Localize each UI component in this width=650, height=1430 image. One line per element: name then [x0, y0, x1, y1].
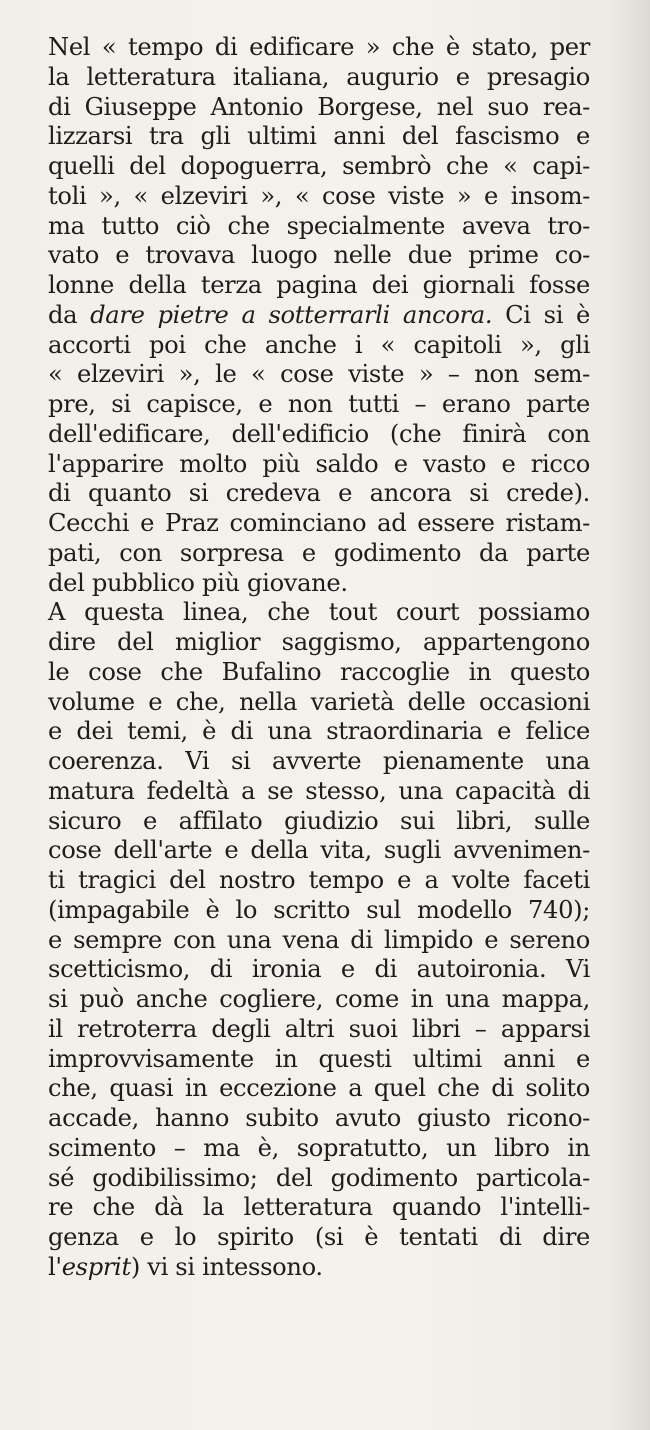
text-line: A questa linea, che tout court possiamo [48, 598, 590, 627]
text-line: volume e che, nella varietà delle occasioni [48, 687, 590, 716]
text-line: vato e trovava luogo nelle due prime co- [48, 241, 590, 270]
paragraph-1 [48, 33, 590, 598]
line-segment: Ci si è [492, 300, 590, 329]
text-line: lizzarsi tra gli ultimi anni del fascismo e [48, 122, 590, 151]
text-line: di quanto si credeva e ancora si crede). [48, 479, 590, 508]
text-line: si può anche cogliere, come in una mappa, [48, 985, 590, 1013]
text-line: accade, hanno subito avuto giusto ricono- [48, 1104, 590, 1132]
text-line: sicuro e affilato giudizio sui libri, sulle [48, 806, 590, 835]
text-line: scimento – ma è, sopratutto, un libro in [48, 1133, 590, 1162]
text-line-with-italic [48, 301, 590, 331]
text-line: pre, si capisce, e non tutti – erano parte [48, 390, 590, 418]
text-line: Nel « tempo di edificare » che è stato, per [48, 33, 590, 61]
text-line: le cose che Bufalino raccoglie in questo [48, 657, 590, 686]
text-line: improvvisamente in questi ultimi anni e [48, 1044, 590, 1073]
text-line: dire del miglior saggismo, appartengono [48, 628, 590, 656]
italic-phrase: dare pietre a sotterrarli ancora. [90, 300, 493, 329]
text-line: genza e lo spirito (si è tentati di dire [48, 1223, 590, 1251]
line-segment: l' [48, 1252, 62, 1281]
text-line: lonne della terza pagina dei giornali fosse [48, 271, 590, 299]
body-text [48, 33, 590, 1283]
text-line: ti tragici del nostro tempo e a volte faceti [48, 866, 590, 894]
text-line: la letteratura italiana, augurio e presagio [48, 62, 590, 91]
text-line: il retroterra degli altri suoi libri – apparsi [48, 1014, 590, 1043]
text-line: toli », « elzeviri », « cose viste » e insom- [48, 181, 590, 210]
text-line: del pubblico più giovane. [48, 568, 348, 597]
page-edge-shadow [610, 0, 650, 1430]
text-line: ma tutto ciò che specialmente aveva tro- [48, 211, 590, 240]
text-line-with-italic [48, 1253, 590, 1283]
text-line: l'apparire molto più saldo e vasto e ricco [48, 449, 590, 478]
text-line: dell'edificare, dell'edificio (che finirà con [48, 419, 590, 448]
text-line: quelli del dopoguerra, sembrò che « capi- [48, 152, 590, 180]
paragraph-2 [48, 598, 590, 1282]
text-line: scetticismo, di ironia e di autoironia. Vi [48, 955, 590, 984]
text-line: matura fedeltà a se stesso, una capacità di [48, 776, 590, 805]
text-line: pati, con sorpresa e godimento da parte [48, 538, 590, 567]
text-line: di Giuseppe Antonio Borgese, nel suo rea- [48, 92, 590, 121]
text-line: Cecchi e Praz cominciano ad essere ristam- [48, 509, 590, 537]
text-line: e dei temi, è di una straordinaria e felice [48, 717, 590, 746]
text-line: cose dell'arte e della vita, sugli avvenimen- [48, 836, 590, 865]
text-line: (impagabile è lo scritto sul modello 740); [48, 895, 590, 924]
text-line: e sempre con una vena di limpido e sereno [48, 925, 590, 954]
text-line: re che dà la letteratura quando l'intelli- [48, 1193, 590, 1222]
text-line: accorti poi che anche i « capitoli », gli [48, 330, 590, 359]
text-line: sé godibilissimo; del godimento particola- [48, 1163, 590, 1192]
text-line: che, quasi in eccezione a quel che di solito [48, 1074, 590, 1103]
line-segment: da [48, 300, 91, 329]
text-line: « elzeviri », le « cose viste » – non sem- [48, 360, 590, 389]
line-segment: ) vi si intessono. [130, 1252, 323, 1281]
text-line: coerenza. Vi si avverte pienamente una [48, 747, 590, 775]
italic-word: esprit [61, 1252, 131, 1281]
